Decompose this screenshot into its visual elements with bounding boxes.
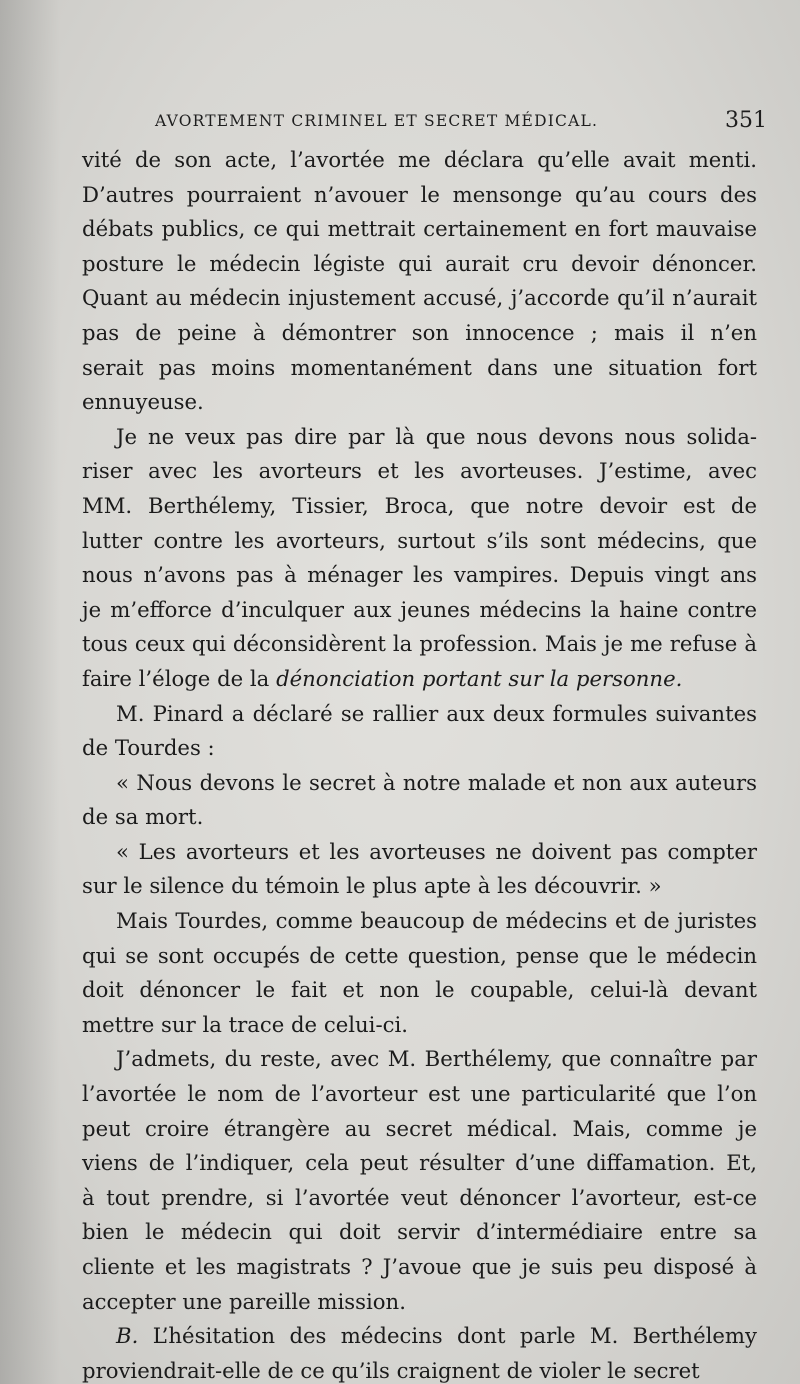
text-line: mettre sur la trace de celui-ci. <box>82 1011 408 1037</box>
text-line: pas de peine à démontrer son innocence ; mais il n’en <box>82 319 757 345</box>
text-line: J’admets, du reste, avec M. Berthélemy, que connaître par <box>116 1046 757 1072</box>
section-label: B. <box>116 1323 139 1349</box>
text-line: accepter une pareille mission. <box>82 1288 406 1314</box>
text-line: nous n’avons pas à ménager les vampires. Depuis vingt ans <box>82 562 757 588</box>
text-line: débats publics, ce qui mettrait certainement en fort mauvaise <box>82 216 757 242</box>
text-line: l’avortée le nom de l’avorteur est une particularité que l’on <box>82 1081 757 1107</box>
text-line: tous ceux qui déconsidèrent la profession. Mais je me refuse à <box>82 631 757 657</box>
text-line: D’autres pourraient n’avouer le mensonge qu’au cours des <box>82 181 757 207</box>
text-line: lutter contre les avorteurs, surtout s’ils sont médecins, que <box>82 527 757 553</box>
text-line: serait pas moins momentanément dans une situation fort <box>82 354 757 380</box>
page-number: 351 <box>725 108 767 133</box>
text-line: doit dénoncer le fait et non le coupable, celui-là devant <box>82 977 757 1003</box>
text-line: peut croire étrangère au secret médical. Mais, comme je <box>82 1115 757 1141</box>
running-title: AVORTEMENT CRIMINEL ET SECRET MÉDICAL. <box>155 112 599 130</box>
text-line: Quant au médecin injustement accusé, j’accorde qu’il n’aurait <box>82 285 757 311</box>
text-line-section <box>82 1319 757 1354</box>
text-line: de Tourdes : <box>82 735 215 761</box>
text-line: je m’efforce d’inculquer aux jeunes médecins la haine contre <box>82 596 757 622</box>
text-line: bien le médecin qui doit servir d’intermédiaire entre sa <box>82 1219 757 1245</box>
text-line: M. Pinard a déclaré se rallier aux deux formules suivantes <box>116 700 757 726</box>
text-line: riser avec les avorteurs et les avorteuses. J’estime, avec <box>82 458 757 484</box>
quote-line: de sa mort. <box>82 804 204 830</box>
italic-emphasis: dénonciation portant sur la personne. <box>276 665 683 691</box>
text-line: cliente et les magistrats ? J’avoue que je suis peu disposé à <box>82 1254 757 1279</box>
text-line: qui se sont occupés de cette question, pense que le médecin <box>82 942 757 968</box>
text-line: Mais Tourdes, comme beaucoup de médecins et de juristes <box>116 908 757 934</box>
roman-text: faire l’éloge de la <box>82 665 277 691</box>
text-line: à tout prendre, si l’avortée veut dénoncer l’avorteur, est-ce <box>82 1184 757 1210</box>
text-line: viens de l’indiquer, cela peut résulter d’une diffamation. Et, <box>82 1150 757 1176</box>
text-line: proviendrait-elle de ce qu’ils craignent de violer le secret <box>82 1357 700 1383</box>
body-text <box>82 143 757 1384</box>
section-text: L’hésitation des médecins dont parle M. Berthélemy <box>152 1323 757 1349</box>
quote-line: sur le silence du témoin le plus apte à les découvrir. » <box>82 873 662 899</box>
page-header <box>155 108 775 140</box>
text-line: Je ne veux pas dire par là que nous devons nous solida- <box>116 423 757 449</box>
page-gutter-shadow <box>0 0 60 1384</box>
text-line: posture le médecin légiste qui aurait cru devoir dénoncer. <box>82 250 757 276</box>
text-line: vité de son acte, l’avortée me déclara qu’elle avait menti. <box>82 147 757 172</box>
text-line-mixed <box>82 662 757 697</box>
text-line: ennuyeuse. <box>82 389 204 415</box>
quote-line: « Nous devons le secret à notre malade et non aux auteurs <box>116 769 757 795</box>
quote-line: « Les avorteurs et les avorteuses ne doivent pas compter <box>116 838 757 864</box>
text-line: MM. Berthélemy, Tissier, Broca, que notre devoir est de <box>82 492 757 518</box>
